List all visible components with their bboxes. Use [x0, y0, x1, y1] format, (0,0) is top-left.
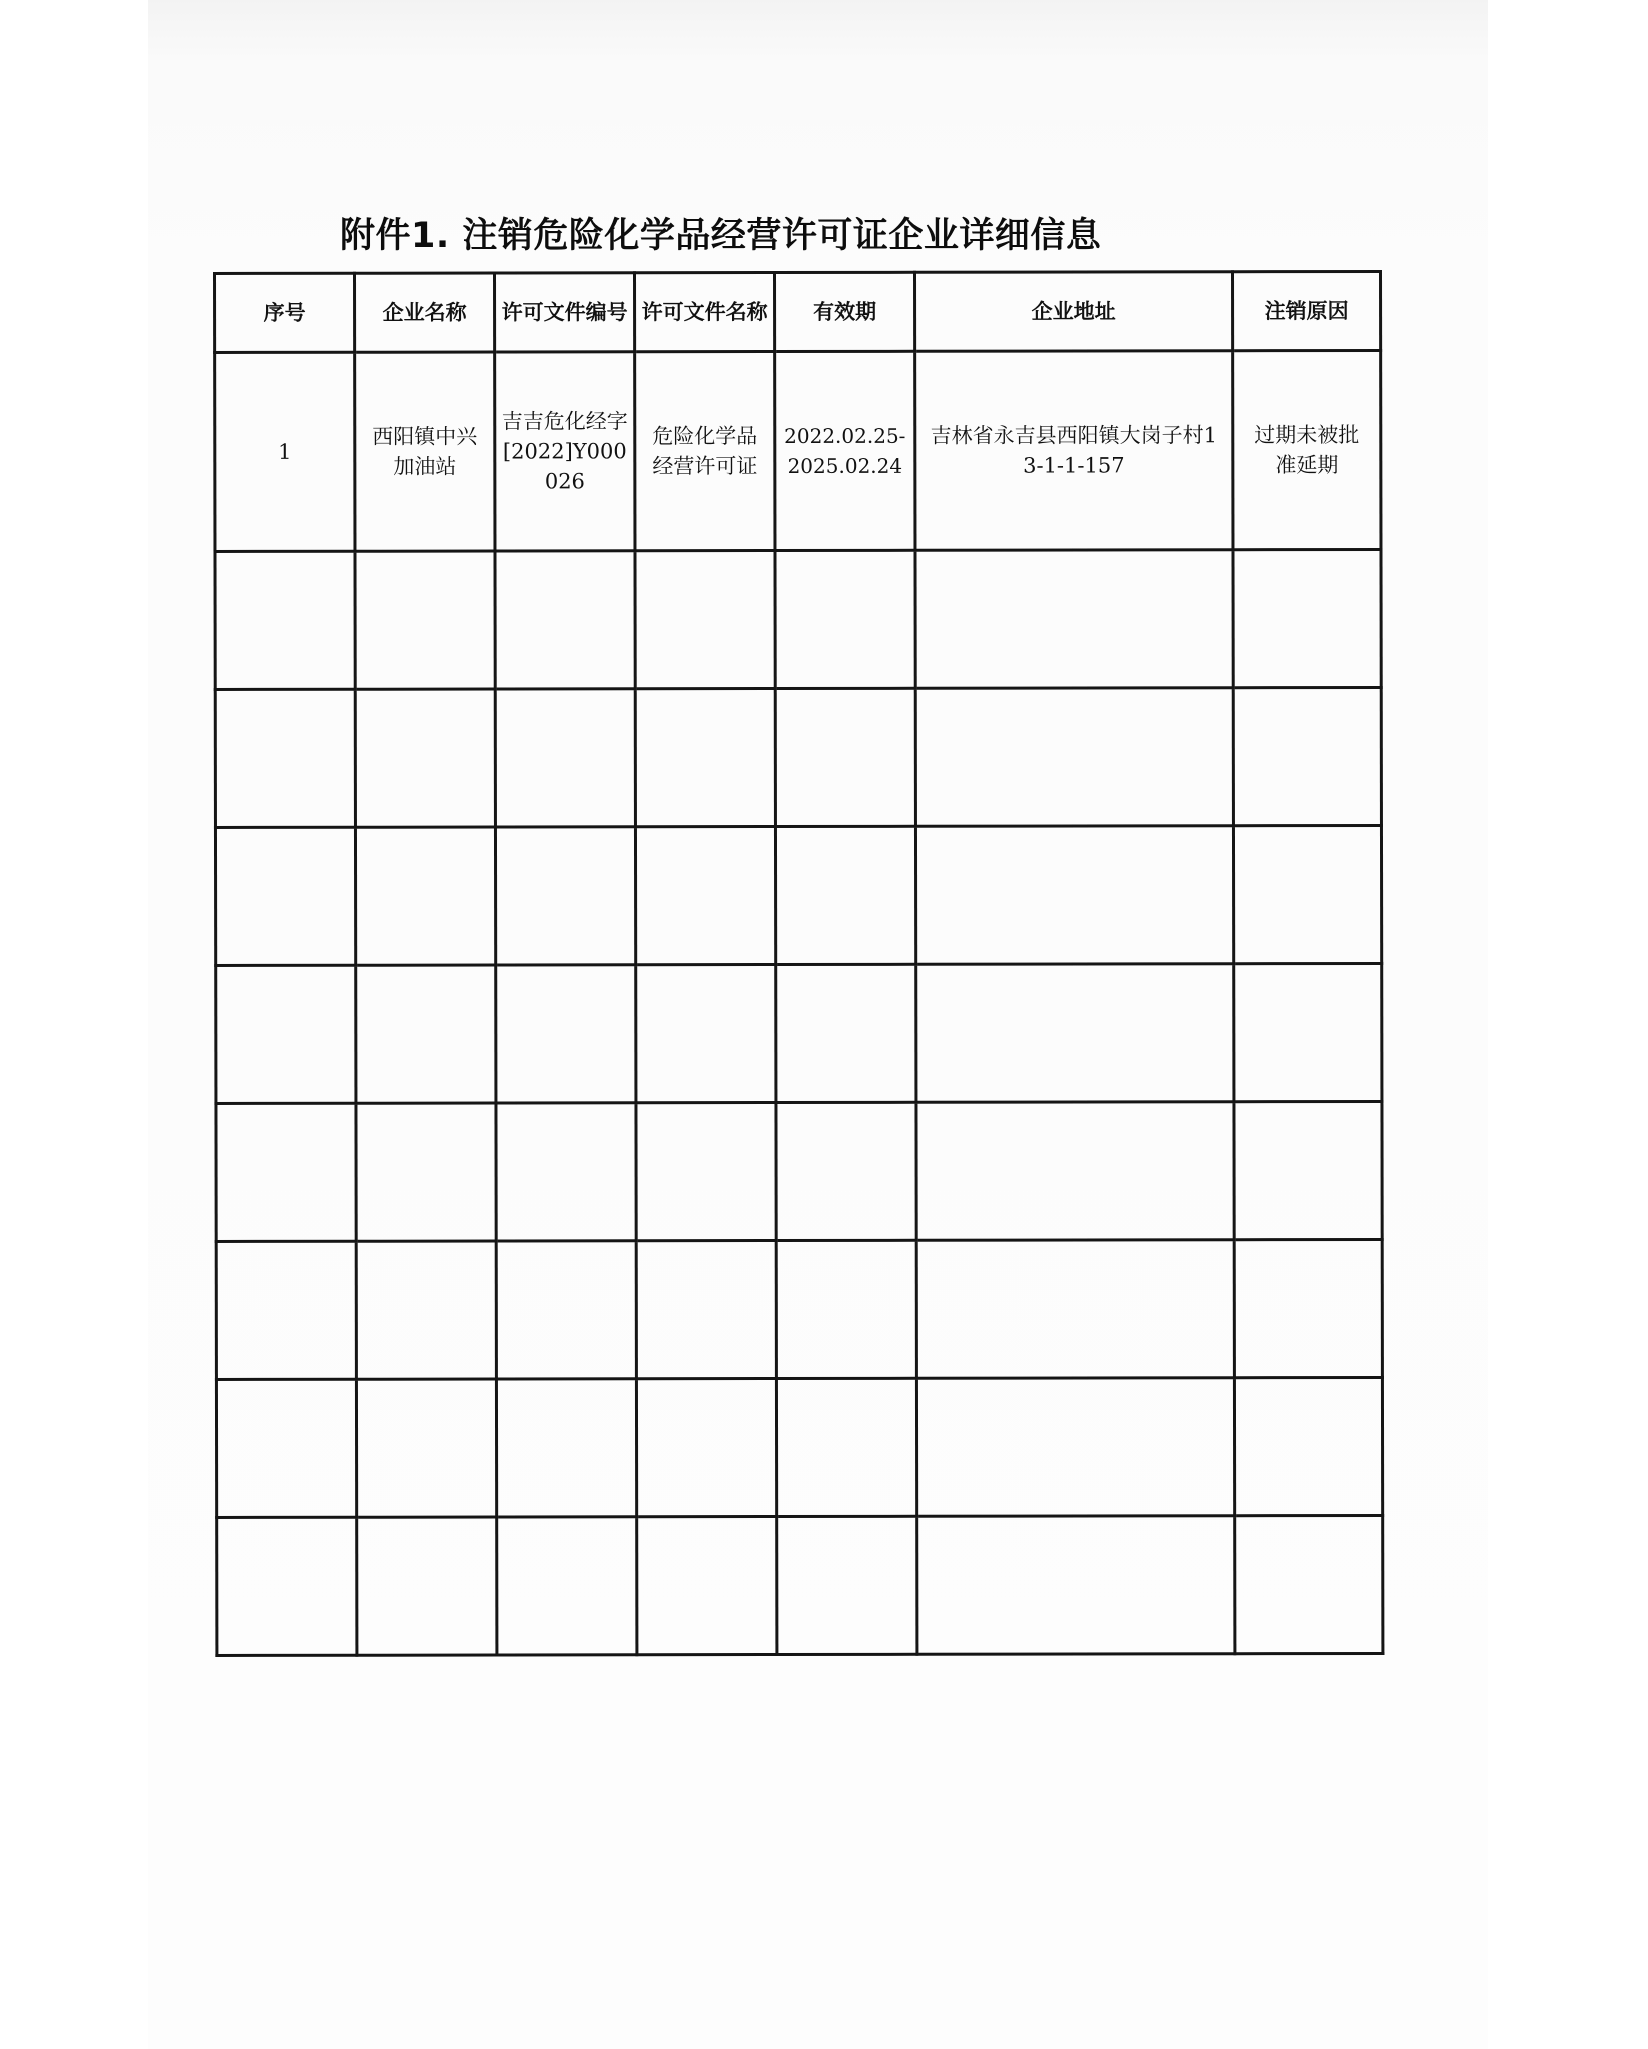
document-title: 附件1. 注销危险化学品经营许可证企业详细信息: [340, 216, 1102, 256]
empty-table-cell: [216, 1103, 356, 1241]
empty-table-cell: [636, 965, 776, 1103]
table-row: [215, 350, 1381, 551]
empty-table-cell: [496, 1103, 636, 1241]
header-permit-number: 许可文件编号: [495, 273, 635, 352]
permit-table: [213, 270, 1384, 1657]
empty-table-cell: [775, 550, 915, 688]
cell-validity-period: 2022.02.25-2025.02.24: [775, 351, 915, 550]
empty-table-cell: [775, 688, 915, 826]
empty-table-cell: [1235, 1515, 1383, 1653]
empty-table-cell: [636, 1379, 776, 1517]
empty-table-cell: [776, 964, 916, 1102]
empty-table-cell: [1234, 1101, 1382, 1239]
header-company-address: 企业地址: [915, 272, 1233, 352]
empty-table-cell: [216, 1241, 356, 1379]
empty-table-cell: [496, 965, 636, 1103]
empty-table-cell: [356, 1241, 496, 1379]
cell-permit-name: 危险化学品经营许可证: [635, 352, 775, 551]
empty-table-cell: [635, 827, 775, 965]
empty-table-cell: [216, 1379, 356, 1517]
header-permit-name: 许可文件名称: [635, 273, 775, 352]
header-cancellation-reason: 注销原因: [1233, 271, 1381, 350]
empty-table-cell: [1233, 549, 1381, 687]
empty-table-cell: [915, 550, 1233, 689]
header-serial-number: 序号: [215, 273, 355, 352]
empty-table-cell: [636, 1103, 776, 1241]
cell-company-name: 西阳镇中兴加油站: [355, 352, 495, 551]
empty-table-row: [216, 963, 1382, 1103]
empty-table-row: [215, 825, 1381, 965]
empty-table-cell: [1233, 825, 1381, 963]
empty-table-cell: [776, 1240, 916, 1378]
empty-table-row: [217, 1515, 1383, 1655]
empty-table-cell: [216, 965, 356, 1103]
empty-table-cell: [915, 688, 1233, 827]
header-company-name: 企业名称: [355, 273, 495, 352]
empty-table-cell: [1234, 1239, 1382, 1377]
empty-table-cell: [356, 1103, 496, 1241]
empty-table-cell: [635, 551, 775, 689]
empty-table-cell: [215, 689, 355, 827]
empty-table-row: [216, 1377, 1382, 1517]
cell-serial-number: 1: [215, 352, 355, 551]
empty-table-cell: [916, 964, 1234, 1103]
empty-table-row: [216, 1239, 1382, 1379]
empty-table-cell: [495, 689, 635, 827]
empty-table-row: [215, 687, 1381, 827]
empty-table-cell: [1233, 687, 1381, 825]
empty-table-cell: [355, 689, 495, 827]
empty-table-cell: [635, 689, 775, 827]
empty-table-cell: [495, 827, 635, 965]
empty-table-cell: [915, 826, 1233, 965]
empty-table-cell: [356, 1379, 496, 1517]
cell-company-address: 吉林省永吉县西阳镇大岗子村13-1-1-157: [915, 351, 1233, 551]
empty-table-cell: [496, 1379, 636, 1517]
empty-table-cell: [917, 1516, 1235, 1655]
empty-table-cell: [215, 827, 355, 965]
cell-cancellation-reason: 过期未被批准延期: [1233, 350, 1381, 549]
empty-table-cell: [1234, 1377, 1382, 1515]
empty-table-cell: [497, 1517, 637, 1655]
empty-table-cell: [495, 551, 635, 689]
empty-table-cell: [215, 551, 355, 689]
table-header-row: [215, 271, 1381, 352]
empty-table-cell: [916, 1102, 1234, 1241]
empty-table-cell: [217, 1517, 357, 1655]
empty-table-cell: [916, 1240, 1234, 1379]
cell-permit-number: 吉吉危化经字[2022]Y000026: [495, 352, 635, 551]
empty-table-cell: [357, 1517, 497, 1655]
empty-table-cell: [776, 1102, 916, 1240]
empty-table-cell: [777, 1516, 917, 1654]
empty-table-cell: [916, 1378, 1234, 1517]
empty-table-cell: [355, 827, 495, 965]
header-validity-period: 有效期: [775, 272, 915, 351]
empty-table-cell: [356, 965, 496, 1103]
empty-table-cell: [637, 1517, 777, 1655]
empty-rows-group: [215, 549, 1383, 1655]
empty-table-cell: [1234, 963, 1382, 1101]
empty-table-cell: [776, 1378, 916, 1516]
empty-table-cell: [775, 826, 915, 964]
empty-table-row: [216, 1101, 1382, 1241]
empty-table-cell: [496, 1241, 636, 1379]
empty-table-cell: [636, 1241, 776, 1379]
empty-table-row: [215, 549, 1381, 689]
empty-table-cell: [355, 551, 495, 689]
